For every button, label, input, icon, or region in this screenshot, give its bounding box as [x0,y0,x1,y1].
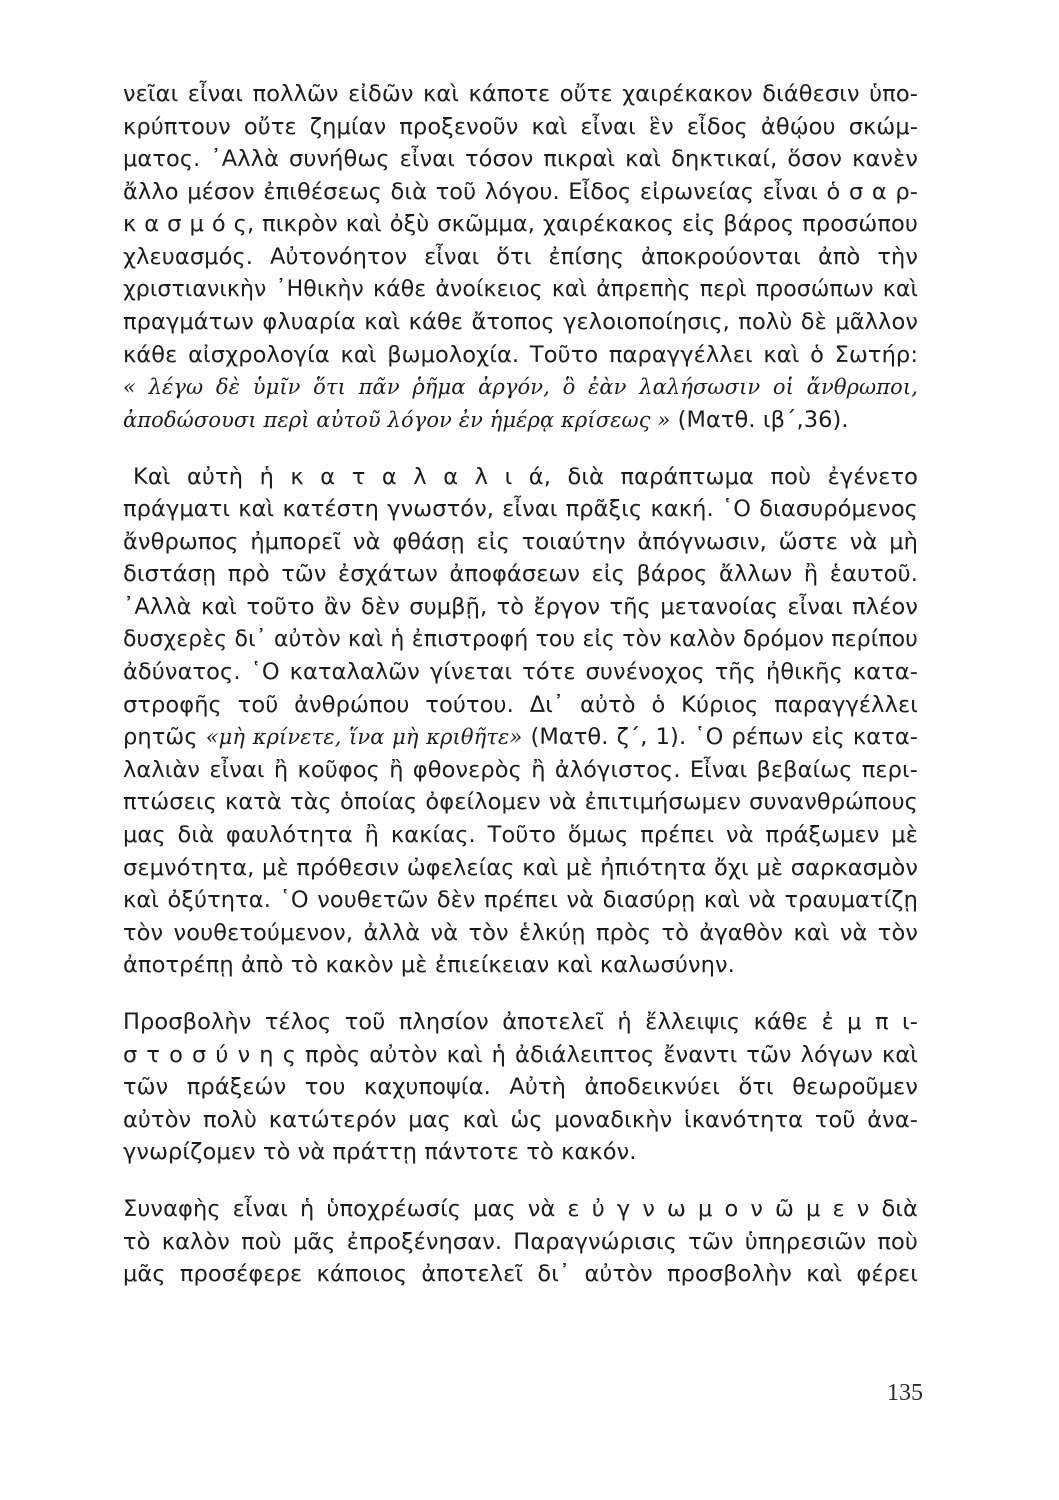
text-line: καὶ ὀξύτητα. ῾Ο νουθετῶν δὲν πρέπει νὰ διασύρῃ καὶ νὰ τραυματίζῃ [123,887,918,914]
text-line: νεῖαι εἶναι πολλῶν εἰδῶν καὶ κάποτε οὔτε χαιρέκακον διάθεσιν ὑπο- [123,81,918,107]
paragraph-3 [123,1006,918,1169]
scripture-quote: «μὴ κρίνετε, ἵνα μὴ κριθῆτε» [205,725,523,750]
text-line: κάθε αἰσχρολογία καὶ βωμολοχία. Τοῦτο παραγγέλλει καὶ ὁ Σωτήρ: [123,341,918,368]
text-line: μᾶς προσέφερε κάποιος ἀποτελεῖ δι᾿ αὐτὸν προσβολὴν καὶ φέρει [123,1261,918,1288]
text-line: κ α σ μ ό ς, πικρὸν καὶ ὀξὺ σκῶμμα, χαιρέκακος εἰς βάρος προσώπου [123,211,918,238]
paragraph-2 [123,461,918,983]
text-line: ἄνθρωπος ἠμπορεῖ νὰ φθάσῃ εἰς τοιαύτην ἀπόγνωσιν, ὥστε νὰ μὴ [123,528,918,555]
text-line: σ τ ο σ ύ ν η ς πρὸς αὐτὸν καὶ ἡ ἀδιάλειπτος ἔναντι τῶν λόγων καὶ [123,1041,918,1068]
text-line [123,721,918,754]
paragraph-gap [123,437,918,461]
text-line: Συναφὴς εἶναι ἡ ὑποχρέωσίς μας νὰ ε ὐ γ ν ω μ ο ν ῶ μ ε ν διὰ [123,1196,918,1222]
text-fragment: ρητῶς [123,724,198,751]
text-line: χλευασμός. Αὐτονόητον εἶναι ὅτι ἐπίσης ἀποκρούονται ἀπὸ τὴν [123,243,918,270]
text-line: χριστιανικὴν ᾿Ηθικὴν κάθε ἀνοίκειος καὶ ἀπρεπὴς περὶ προσώπων καὶ [123,276,918,302]
text-line: ματος. ᾿Αλλὰ συνήθως εἶναι τόσον πικραὶ καὶ δηκτικαί, ὅσον κανὲν [123,146,918,173]
text-line: πράγματι καὶ κατέστη γνωστόν, εἶναι πρᾶξις κακή. ῾Ο διασυρόμενος [123,496,918,523]
text-line: κρύπτουν οὔτε ζημίαν προξενοῦν καὶ εἶναι ἓν εἶδος ἀθῴου σκώμ- [123,113,918,140]
text-line: διστάσῃ πρὸ τῶν ἐσχάτων ἀποφάσεων εἰς βάρος ἄλλων ἢ ἑαυτοῦ. [123,561,918,588]
text-line: Προσβολὴν τέλος τοῦ πλησίον ἀποτελεῖ ἡ ἔλλειψις κάθε ἐ μ π ι- [123,1009,918,1036]
paragraph-4 [123,1193,918,1291]
text-line: Καὶ αὐτὴ ἡ κ α τ α λ α λ ι ά, διὰ παράπτωμα ποὺ ἐγένετο [133,463,918,490]
paragraph-1 [123,78,918,437]
paragraph-gap [123,1169,918,1193]
text-line: γνωρίζομεν τὸ νὰ πράττῃ πάντοτε τὸ κακόν. [123,1139,637,1166]
text-line [123,371,918,404]
page-number: 135 [887,1380,923,1406]
text-line: ἀποτρέπῃ ἀπὸ τὸ κακὸν μὲ ἐπιείκειαν καὶ καλωσύνην. [123,952,735,979]
text-line: τῶν πράξεών του καχυποψία. Αὐτὴ ἀποδεικνύει ὅτι θεωροῦμεν [123,1074,918,1101]
text-line: δυσχερὲς δι᾿ αὐτὸν καὶ ἡ ἐπιστροφή του εἰς τὸν καλὸν δρόμον περίπου [123,626,918,652]
scripture-reference: (Ματθ. ζ΄, 1). ῾Ο ρέπων εἰς κατα- [530,724,918,751]
scripture-quote: ἀποδώσουσι περὶ αὐτοῦ λόγον ἐν ἡμέρᾳ κρίσεως » [123,407,671,432]
scripture-reference: (Ματθ. ιβ΄,36). [677,406,849,433]
body-text [123,78,918,1291]
text-line: μας διὰ φαυλότητα ἢ κακίας. Τοῦτο ὅμως πρέπει νὰ πράξωμεν μὲ [123,822,918,849]
text-line: λαλιὰν εἶναι ἢ κοῦφος ἢ φθονερὸς ἢ ἀλόγιστος. Εἶναι βεβαίως περι- [123,756,918,783]
text-line: πτώσεις κατὰ τὰς ὁποίας ὀφείλομεν νὰ ἐπιτιμήσωμεν συνανθρώπους [123,789,918,816]
text-line: στροφῆς τοῦ ἀνθρώπου τούτου. Δι᾿ αὐτὸ ὁ Κύριος παραγγέλλει [123,691,918,718]
text-line: τὸ καλὸν ποὺ μᾶς ἐπροξένησαν. Παραγνώρισις τῶν ὑπηρεσιῶν ποὺ [123,1228,918,1255]
text-line: πραγμάτων φλυαρία καὶ κάθε ἄτοπος γελοιοποίησις, πολὺ δὲ μᾶλλον [123,309,918,336]
text-line: αὐτὸν πολὺ κατώτερόν μας καὶ ὡς μοναδικὴν ἱκανότητα τοῦ ἀνα- [123,1106,918,1133]
paragraph-gap [123,982,918,1006]
text-line: ἄλλο μέσον ἐπιθέσεως διὰ τοῦ λόγου. Εἶδος εἰρωνείας εἶναι ὁ σ α ρ- [123,178,918,205]
text-line: ᾿Αλλὰ καὶ τοῦτο ἂν δὲν συμβῇ, τὸ ἔργον τῆς μετανοίας εἶναι πλέον [123,593,918,620]
text-line: ἀδύνατος. ῾Ο καταλαλῶν γίνεται τότε συνένοχος τῆς ἠθικῆς κατα- [123,659,918,686]
text-line [123,404,918,437]
scripture-quote: « λέγω δὲ ὑμῖν ὅτι πᾶν ῥῆμα ἀργόν, ὃ ἐὰν λαλήσωσιν οἱ ἄνθρωποι, [123,375,918,400]
text-line: σεμνότητα, μὲ πρόθεσιν ὠφελείας καὶ μὲ ἠπιότητα ὄχι μὲ σαρκασμὸν [123,854,918,881]
text-line: τὸν νουθετούμενον, ἀλλὰ νὰ τὸν ἑλκύῃ πρὸς τὸ ἀγαθὸν καὶ νὰ τὸν [123,919,918,946]
